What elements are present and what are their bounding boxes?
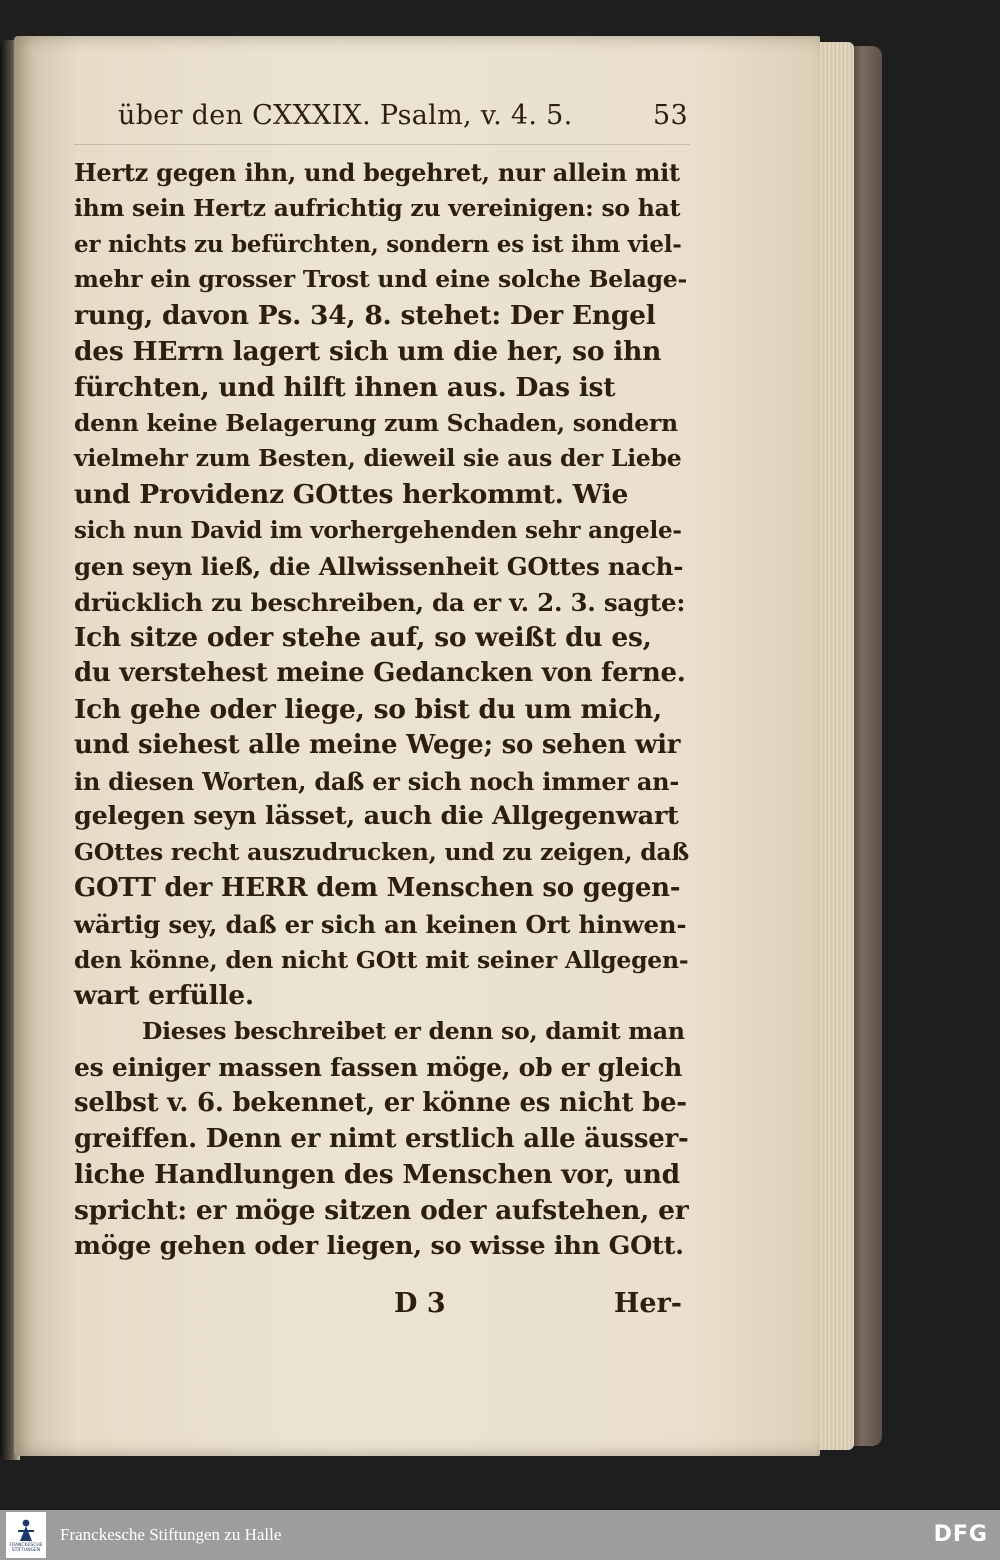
text-line: gelegen seyn lässet, auch die Allgegenwart bbox=[74, 801, 679, 832]
text-line: ihm sein Hertz aufrichtig zu vereinigen: so hat bbox=[74, 193, 681, 222]
text-line: drücklich zu beschreiben, da er v. 2. 3. sagte: bbox=[74, 587, 686, 617]
text-line: er nichts zu befürchten, sondern es ist ihm viel- bbox=[74, 230, 682, 258]
text-line: Hertz gegen ihn, und begehret, nur allein mit bbox=[74, 158, 680, 187]
institution-emblem-icon bbox=[15, 1517, 37, 1543]
text-line: rung, davon Ps. 34, 8. stehet: Der Engel bbox=[74, 300, 656, 332]
text-line: fürchten, und hilft ihnen aus. Das ist bbox=[74, 371, 616, 403]
text-line: und Providenz GOttes herkommt. Wie bbox=[74, 479, 629, 511]
page-text-block bbox=[74, 100, 690, 1265]
viewer-footer-bar bbox=[0, 1510, 1000, 1560]
text-line: mehr ein grosser Trost und eine solche Belage- bbox=[74, 265, 688, 294]
text-line: GOttes recht auszudrucken, und zu zeigen, daß bbox=[74, 838, 689, 867]
institution-name: Franckesche Stiftungen zu Halle bbox=[60, 1525, 282, 1544]
body-text bbox=[74, 155, 690, 1265]
text-line: Ich gehe oder liege, so bist du um mich, bbox=[74, 693, 662, 725]
text-line: vielmehr zum Besten, dieweil sie aus der Liebe bbox=[74, 444, 682, 473]
text-line: du verstehest meine Gedancken von ferne. bbox=[74, 658, 686, 689]
dfg-logo: DFG bbox=[933, 1522, 988, 1547]
text-line: spricht: er möge sitzen oder aufstehen, er bbox=[74, 1195, 689, 1227]
running-head-title: über den CXXXIX. Psalm, v. 4. 5. bbox=[118, 100, 573, 131]
page-footer-row bbox=[74, 1288, 690, 1328]
page-number: 53 bbox=[653, 100, 688, 131]
text-line: gen seyn ließ, die Allwissenheit GOttes nach- bbox=[74, 551, 684, 581]
text-line: liche Handlungen des Menschen vor, und bbox=[74, 1159, 680, 1191]
text-line: greiffen. Denn er nimt erstlich alle äusser- bbox=[74, 1123, 689, 1154]
catchword: Her- bbox=[613, 1288, 682, 1319]
franckesche-stiftungen-logo bbox=[6, 1512, 46, 1558]
text-line: in diesen Worten, daß er sich noch immer an- bbox=[74, 766, 680, 796]
text-line: denn keine Belagerung zum Schaden, sondern bbox=[74, 408, 678, 437]
text-line: wärtig sey, daß er sich an keinen Ort hinwen- bbox=[74, 909, 687, 939]
text-line: selbst v. 6. bekennet, er könne es nicht be- bbox=[74, 1087, 687, 1118]
text-line: GOTT der HERR dem Menschen so gegen- bbox=[74, 872, 681, 903]
text-line: möge gehen oder liegen, so wisse ihn GOtt. bbox=[74, 1230, 684, 1261]
text-line: sich nun David im vorhergehenden sehr angele- bbox=[74, 516, 682, 544]
text-line: Ich sitze oder stehe auf, so weißt du es, bbox=[74, 622, 652, 654]
text-line: des HErrn lagert sich um die her, so ihn bbox=[74, 335, 662, 367]
logo-text: FRANCKESCHE STIFTUNGEN bbox=[9, 1543, 43, 1553]
text-line: Dieses beschreibet er denn so, damit man bbox=[142, 1017, 685, 1046]
text-line: den könne, den nicht GOtt mit seiner Allgegen- bbox=[74, 945, 689, 974]
signature-mark: D 3 bbox=[394, 1288, 446, 1319]
text-line: wart erfülle. bbox=[74, 980, 254, 1012]
text-line: und siehest alle meine Wege; so sehen wir bbox=[74, 729, 681, 760]
text-line: es einiger massen fassen möge, ob er gleich bbox=[74, 1052, 683, 1082]
running-head bbox=[74, 100, 690, 145]
